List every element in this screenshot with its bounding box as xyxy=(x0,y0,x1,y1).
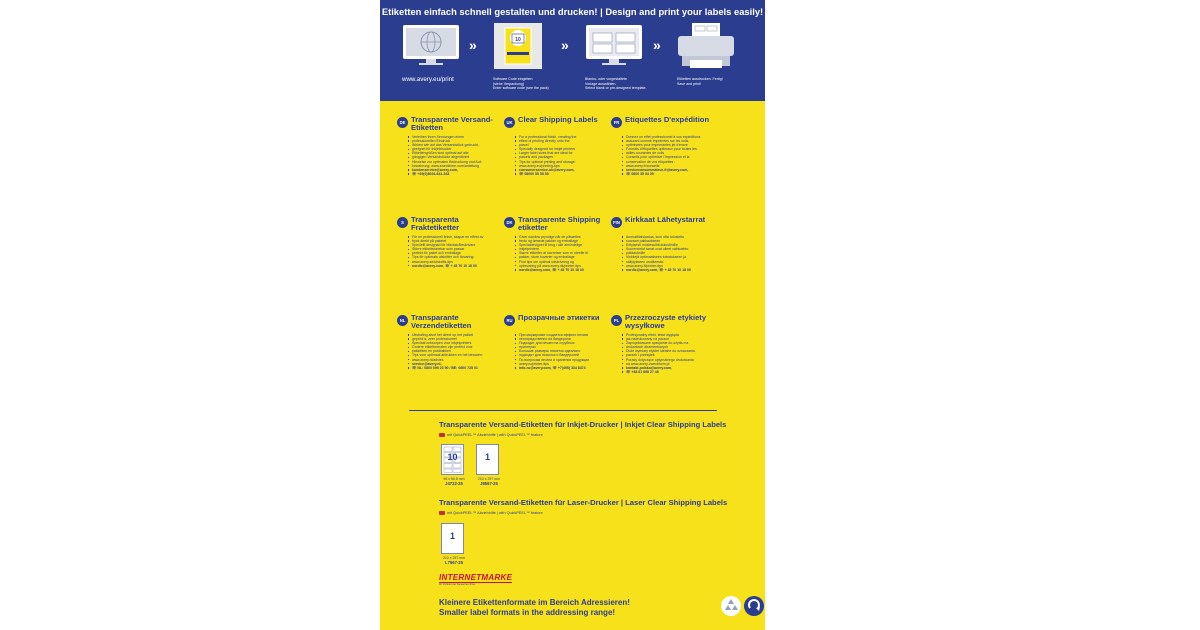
lang-title: Transparente Versand-Etiketten xyxy=(411,115,493,132)
lang-title: Przezroczyste etykiety wysyłkowe xyxy=(625,313,707,330)
lang-badge-s: S xyxy=(397,217,408,228)
lang-title: Transparente Shipping etiketter xyxy=(518,215,601,232)
footer-line-de: Kleinere Etikettenformate im Bereich Adressieren! xyxy=(439,598,630,607)
label-size: 210 x 297 mm xyxy=(442,556,466,560)
quickpeel-icon xyxy=(439,511,445,515)
bullet-list: Giver wanlow pryndige når de påsættes fredo og lømede pakker og emballage Specialdesignet til brug i alle almindelige inkjetprintere Større etiketter af storrelser som er ideelle til pakker, store kuverter og emballage Find tips om optimal udskrivning og opbevaring på www.avery.dk/printer-tips nordic@avery.com, ☏ + 45 70 10 18 00 xyxy=(515,235,610,272)
product-code: J8567-25 xyxy=(480,481,498,486)
template-monitor-icon xyxy=(585,24,643,68)
chevron-icon: » xyxy=(561,37,569,53)
bullet-list: Verleihen Ihren Sendungen einen professionellen Eindruck Wirken wie auf das Versandstück gedruckt, geeignet für Inkjetdrucker Etikettengrößen sind optimal auf alle gängigen Versandstücke abgestimmt Hinweise zur optimalen Bedruckung und Auf- bewahrung: www.zweckform.com/anleitung kundenservice@avery.com, ☏ +49(0)8024-641-343 xyxy=(408,135,503,176)
lang-badge-dk: DK xyxy=(504,217,515,228)
software-code-pack-icon xyxy=(493,22,543,70)
lang-badge-fr: FR xyxy=(611,117,622,128)
step-4-caption: Etiketten ausdrucken. Fertig! Save and print! xyxy=(677,77,723,86)
label-size: 96 x 50,8 mm xyxy=(443,477,465,481)
step-1-caption: www.avery.eu/print xyxy=(402,76,454,83)
bullet-list: Profesjonalny efekt, tekst wygląda jak nadrukowany na paczce Zaprojektowane specjalnie do użytku na drukarkach atramentowych Duże wymiary etykiet idealne do oznaczania paczek i przesyłek Porady dotyczące optymalnego drukowania na www.avery-zweckform.pl kontakt-polska@avery.com, ☏ +48 61 898 27 46 xyxy=(622,333,717,374)
lang-title: Transparante Verzendetiketten xyxy=(411,313,472,330)
lang-badge-de: DE xyxy=(397,117,408,128)
lang-title: Etiquettes D'expédition xyxy=(625,115,710,124)
lang-badge-fin: FIN xyxy=(611,217,622,228)
bullet-list: Donnez un effet professionnel à vos expéditions assurant comme imprimées sur les colis, optimisées pour imprimantes jet d'encre Formats d'étiquettes optimaux pour toutes les tailles courantes de colis Conseils pour optimiser l'impression et la conservation de vos étiquettes : www.avery.fr/conseils serviceconsommateur-fr@avery.com, ☏ 0800 35 54 09 xyxy=(622,135,717,176)
inkjet-section-title: Transparente Versand-Etiketten für Inkjet-Drucker | Inkjet Clear Shipping Labels xyxy=(439,420,727,429)
lang-title: Transparenta Fraktetiketter xyxy=(411,215,460,232)
bullet-list: При маркировке создается эффект печати непосредственно на бандероли Подходит для печати на струйных принтерах Большие размеры этикеток идеально подходят для посылок и бандеролей По вопросам печати и хранения продукции avery.ru/printer-tips info-ru@avery.com, ☏ +7(495) 334 8474 xyxy=(515,333,610,370)
step-4 xyxy=(676,22,736,75)
bullet-list: Uitstraling alsof het direct op het pakket geprint is, zeer professioneel Speciaal ontworpen voor inkjetprinters Grotere etiketformaten zijn perfect voor pakketten en postbakken Tips voor optimaal afdrukken en het bewaren: www.avery.nl/advies service@avery.nl, ☏ NL: 0800 099 23 90 / BE: 0800 725 01 xyxy=(408,333,503,370)
step-3 xyxy=(585,24,643,73)
product-code: J4722-25 xyxy=(445,481,463,486)
quickpeel-icon xyxy=(439,433,445,437)
step-3-caption: Blanko- oder vorgestaltete Vorlage auswählen. Select blank or pre-designed template. xyxy=(585,77,647,90)
lang-title: Clear Shipping Labels xyxy=(518,115,598,124)
bullet-list: Ammattilaislaatua, kuin olisi tulostettu suoraan pakkaukseen Erityisesti mustesuihkutulostimille Suurennetut tarrat ovat olleet vaihtoehto pakkauksille Vinkkejä optimaaliseen tulostukseen ja säilytykseen osoitteesta: www.avery.fi/printer-tips nordic@avery.com, ☏ + 45 70 10 18 00 xyxy=(622,235,717,272)
bullet-list: För en professionell finish, skapar en effekt av tryck direkt på paketet Speciellt designad för bläckstråleskrivare Större etikettstorlekar som passar perfekt för paket och emballage Tips för optimala utskrifter och förvaring: www.avery.se/utskrifts-tips nordic@avery.com, ☏ + 45 70 10 18 00 xyxy=(408,235,503,268)
step-2-caption: Software Code eingeben (siehe Verpackung) Enter software code (see the pack) xyxy=(493,77,549,90)
internetmarke-logo: INTERNETMARKE Ihr Produkt der Deutschen Post xyxy=(439,573,513,586)
recycle-paper-icon xyxy=(721,596,741,616)
label-size: 210 x 297 mm xyxy=(477,477,501,481)
labels-per-sheet: 10 xyxy=(447,452,458,462)
labels-per-sheet: 1 xyxy=(449,531,455,541)
lang-title: Прозрачные этикетки xyxy=(518,313,600,322)
section-divider xyxy=(409,410,717,411)
recycling-arrow-icon xyxy=(744,596,764,616)
chevron-icon: » xyxy=(469,37,477,53)
quickpeel-note: mit QuickPEEL™ Abziehhilfe | with QuickPEEL™ feature xyxy=(439,511,543,515)
banner xyxy=(380,0,765,101)
step-1 xyxy=(402,24,460,73)
step-2 xyxy=(493,22,543,75)
monitor-globe-icon xyxy=(402,24,460,68)
lang-badge-pl: PL xyxy=(611,315,622,326)
footer-line-en: Smaller label formats in the addressing range! xyxy=(439,608,616,617)
labels-per-sheet: 1 xyxy=(484,452,490,462)
quickpeel-note: mit QuickPEEL™ Abziehhilfe | with QuickPEEL™ feature xyxy=(439,433,543,437)
product-code: L7567-25 xyxy=(445,560,463,565)
laser-section-title: Transparente Versand-Etiketten für Laser-Drucker | Laser Clear Shipping Labels xyxy=(439,498,728,507)
banner-title: Etiketten einfach schnell gestalten und drucken! | Design and print your labels easily! xyxy=(381,6,764,17)
lang-badge-nl: NL xyxy=(397,315,408,326)
product-sheet xyxy=(380,0,765,630)
lang-badge-uk: UK xyxy=(504,117,515,128)
lang-title: Kirkkaat Lähetystarrat xyxy=(625,215,706,224)
bullet-list: For a professional finish, creating the effect of printing directly onto the parcel Specially designed for inkjet printers Larger label sizes that are ideal for parcels and packages Tips for optimal printing and storage: www.avery.eu/printing-tips consumerservice-uk@avery.com, ☏ 08000 55 55 59 xyxy=(515,135,610,176)
svg-text:10: 10 xyxy=(515,37,521,43)
lang-badge-ru: RU xyxy=(504,315,515,326)
printer-icon xyxy=(676,22,736,70)
chevron-icon: » xyxy=(653,37,661,53)
